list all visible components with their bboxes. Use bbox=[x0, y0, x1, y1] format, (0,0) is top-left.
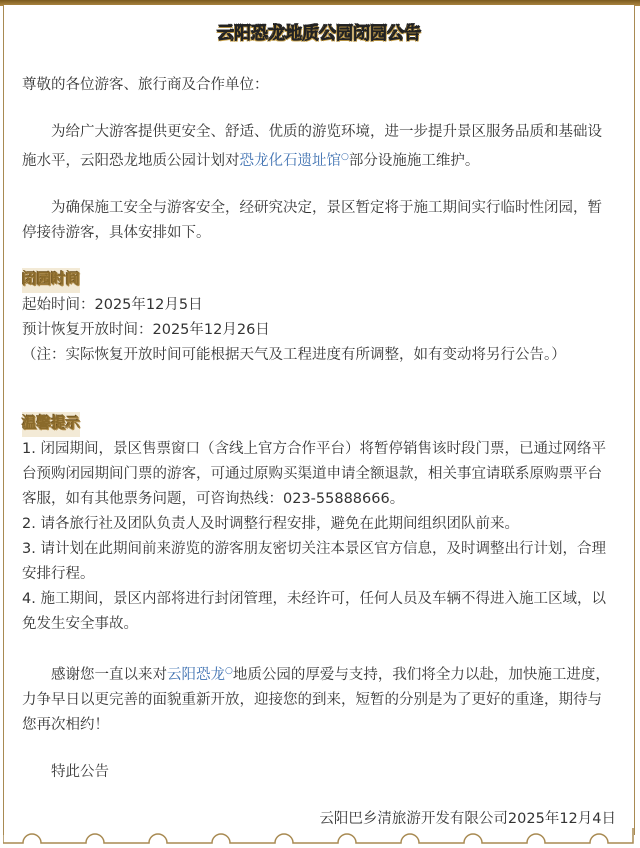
closing-time-heading: 闭园时间 bbox=[22, 268, 80, 293]
yunyang-dinosaur-link[interactable]: 云阳恐龙 bbox=[167, 666, 225, 683]
search-icon[interactable]: ○ bbox=[341, 152, 349, 162]
notice-body bbox=[22, 22, 616, 832]
fossil-site-link[interactable]: 恐龙化石遗址馆 bbox=[239, 152, 341, 169]
text: 地质公园的厚爱与支持，我们将全力以赴，加快施工进度，力争早日以更完善的面貌重新开放，迎接您的到来，短暂的分别是为了更好的重逢，期待与您再次相约！ bbox=[22, 666, 610, 733]
signature: 云阳巴乡清旅游开发有限公司2025年12月4日 bbox=[319, 810, 616, 827]
start-time: 起始时间：2025年12月5日 bbox=[22, 296, 203, 313]
text: 感谢您一直以来对 bbox=[51, 666, 167, 683]
text: 为给广大游客提供更安全、舒适、优质的游览环境，进一步提升景区服务品质和基础设施水平，云阳恐龙地质公园计划对 bbox=[22, 124, 602, 169]
paragraph-intro bbox=[22, 120, 616, 174]
reopen-time: 预计恢复开放时间：2025年12月26日 bbox=[22, 321, 270, 338]
paragraph-thanks bbox=[22, 659, 616, 738]
greeting: 尊敬的各位游客、旅行商及合作单位： bbox=[22, 77, 269, 93]
tip-item: 1. 闭园期间，景区售票窗口（含线上官方合作平台）将暂停销售该时段门票，已通过网络平台预购闭园期间门票的游客，可通过原购买渠道申请全额退款，相关事宜请联系原购票平台客服，如有其他票务问题，可咨询热线：023-55888666。 bbox=[22, 440, 606, 507]
tip-item: 3. 请计划在此期间前来游览的游客朋友密切关注本景区官方信息，及时调整出行计划，合理安排行程。 bbox=[22, 540, 606, 582]
text: 部分设施施工维护。 bbox=[348, 152, 480, 169]
notice-title: 云阳恐龙地质公园闭园公告 bbox=[217, 24, 421, 44]
tip-item: 4. 施工期间，景区内部将进行封闭管理，未经许可，任何人员及车辆不得进入施工区域，以免发生安全事故。 bbox=[22, 590, 606, 632]
tips-heading: 温馨提示 bbox=[22, 412, 80, 437]
note: （注：实际恢复开放时间可能根据天气及工程进度有所调整，如有变动将另行公告。） bbox=[22, 346, 566, 363]
tip-item: 2. 请各旅行社及团队负责人及时调整行程安排，避免在此期间组织团队前来。 bbox=[22, 515, 519, 532]
paragraph-decision: 为确保施工安全与游客安全，经研究决定，景区暂定将于施工期间实行临时性闭园，暂停接待游客，具体安排如下。 bbox=[22, 199, 602, 241]
search-icon[interactable]: ○ bbox=[225, 665, 233, 676]
sign-off: 特此公告 bbox=[51, 763, 109, 780]
